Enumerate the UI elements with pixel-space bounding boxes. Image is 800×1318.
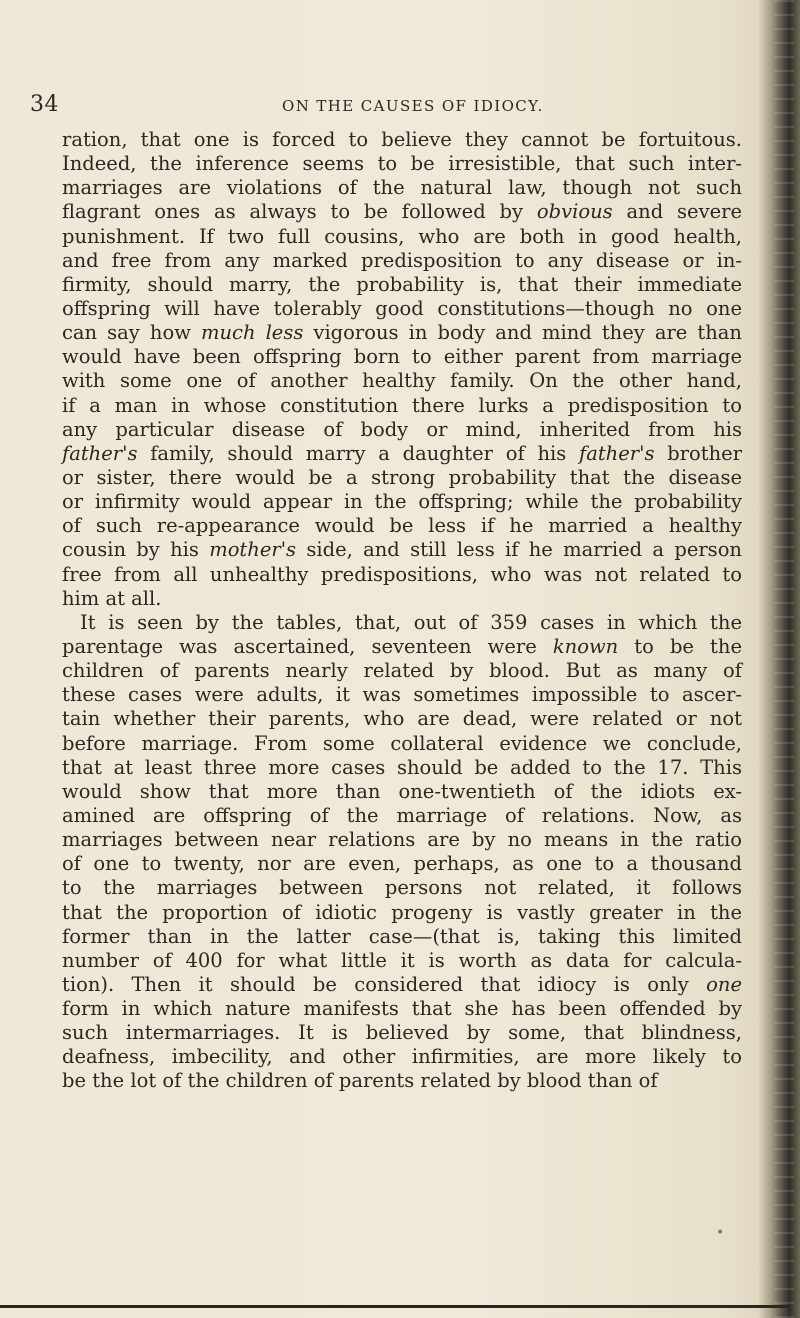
text-line: free from all unhealthy predispositions, who was not related to <box>62 562 742 586</box>
text-line: Indeed, the inference seems to be irresistible, that such inter- <box>62 152 742 176</box>
italic-text: known <box>552 634 619 658</box>
text-line: or sister, there would be a strong probability that the disease <box>62 465 742 489</box>
text-line <box>62 200 742 224</box>
italic-text: father's <box>62 441 138 465</box>
text-segment: cousin by his <box>62 538 210 562</box>
text-line: number of 400 for what little it is worth as data for calcula- <box>62 948 742 972</box>
text-line: deafness, imbecility, and other infirmities, are more likely to <box>62 1045 742 1069</box>
text-line: of such re-appearance would be less if he married a healthy <box>62 514 742 538</box>
text-segment: brother <box>654 441 743 465</box>
text-line <box>62 973 742 997</box>
text-line: that at least three more cases should be added to the 17. This <box>62 755 742 779</box>
italic-text: one <box>706 972 742 996</box>
text-segment: can say how <box>62 321 201 345</box>
bottom-edge-rule <box>0 1305 790 1308</box>
text-line: such intermarriages. It is believed by some, that blindness, <box>62 1021 742 1045</box>
paper-speck: • <box>716 1225 725 1241</box>
text-line: amined are offspring of the marriage of relations. Now, as <box>62 803 742 827</box>
text-line <box>62 321 742 345</box>
running-head: ON THE CAUSES OF IDIOCY. <box>282 97 544 115</box>
italic-text: obvious <box>536 200 613 224</box>
page-number: 34 <box>30 92 59 117</box>
text-line: him at all. <box>62 586 162 610</box>
italic-text: father's <box>579 441 655 465</box>
text-line: offspring will have tolerably good constitutions—though no one <box>62 296 742 320</box>
text-line: marriages are violations of the natural law, though not such <box>62 176 742 200</box>
text-line: form in which nature manifests that she has been offended by <box>62 997 742 1021</box>
text-line: be the lot of the children of parents related by blood than of <box>62 1069 658 1093</box>
book-gutter-shadow <box>758 0 800 1318</box>
text-line: that the proportion of idiotic progeny is vastly greater in the <box>62 900 742 924</box>
text-line: these cases were adults, it was sometimes impossible to ascer- <box>62 683 742 707</box>
text-line: to the marriages between persons not related, it follows <box>62 876 742 900</box>
text-segment: family, should marry a daughter of his <box>137 441 579 465</box>
text-segment: tion). Then it should be considered that idiocy is only <box>62 972 707 996</box>
text-line: if a man in whose constitution there lurks a predisposition to <box>62 393 742 417</box>
text-line: any particular disease of body or mind, inherited from his <box>62 417 742 441</box>
text-line: marriages between near relations are by no means in the ratio <box>62 828 742 852</box>
text-segment: parentage was ascertained, seventeen were <box>62 634 553 658</box>
text-line: with some one of another healthy family. On the other hand, <box>62 369 742 393</box>
text-segment: vigorous in body and mind they are than <box>303 321 742 345</box>
text-line: children of parents nearly related by blood. But as many of <box>62 659 742 683</box>
text-line: punishment. If two full cousins, who are both in good health, <box>62 224 742 248</box>
text-segment: and severe <box>612 200 742 224</box>
text-line: would show that more than one-twentieth of the idiots ex- <box>62 779 742 803</box>
text-line: or infirmity would appear in the offspring; while the probability <box>62 490 742 514</box>
text-segment: to be the <box>618 634 742 658</box>
text-line: ration, that one is forced to believe they cannot be fortuitous. <box>62 128 742 151</box>
italic-text: much less <box>200 321 304 345</box>
text-line: would have been offspring born to either parent from marriage <box>62 345 742 369</box>
text-line: former than in the latter case—(that is, taking this limited <box>62 924 742 948</box>
page-edges <box>774 0 794 1318</box>
text-line <box>62 538 742 562</box>
text-line: It is seen by the tables, that, out of 359 cases in which the <box>80 610 742 634</box>
text-line: before marriage. From some collateral evidence we conclude, <box>62 731 742 755</box>
text-line: tain whether their parents, who are dead, were related or not <box>62 707 742 731</box>
italic-text: mother's <box>209 538 297 562</box>
text-line <box>62 635 742 659</box>
text-line: firmity, should marry, the probability is, that their immediate <box>62 272 742 296</box>
text-segment: flagrant ones as always to be followed by <box>62 200 537 224</box>
text-line <box>62 442 742 466</box>
text-line: and free from any marked predisposition to any disease or in- <box>62 248 742 272</box>
text-line: of one to twenty, nor are even, perhaps, as one to a thousand <box>62 852 742 876</box>
text-segment: side, and still less if he married a person <box>296 538 742 562</box>
body-text <box>62 128 742 1094</box>
